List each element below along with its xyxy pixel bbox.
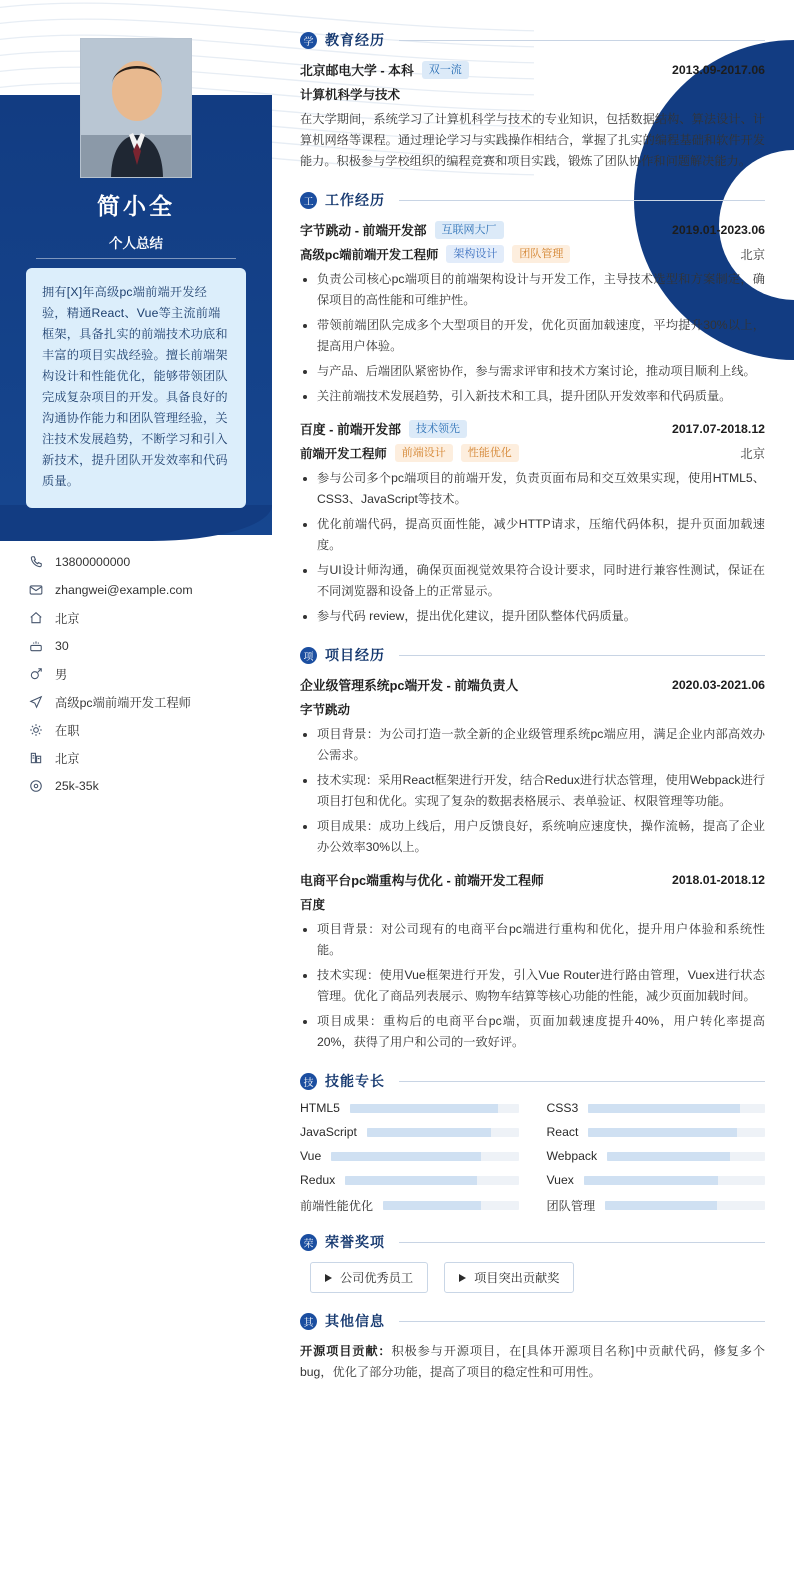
skill-bar-fill [605,1201,717,1210]
skill-label: Vue [300,1149,322,1163]
section-education [300,30,765,172]
home-icon [28,611,43,626]
section-divider [399,1242,765,1243]
list-item: • 参与代码 review，提出优化建议，提升团队整体代码质量。 [317,606,765,627]
city-icon [28,751,43,766]
section-title: 工作经历 [325,192,385,208]
skill-bar [331,1152,518,1161]
contact-value: 13800000000 [55,555,131,569]
list-item: • 项目成果：成功上线后，用户反馈良好，系统响应速度快，操作流畅，提高了企业办公效率30%以上。 [317,816,765,858]
skill-item [300,1101,519,1115]
section-title: 荣誉奖项 [325,1234,385,1250]
project-company: 百度 [300,898,326,912]
honor-item [310,1262,428,1293]
section-header [300,30,765,50]
main-content [300,30,765,1401]
company-name: 百度 - 前端开发部 [300,422,401,437]
phone-icon [28,555,43,570]
list-item: • 与UI设计师沟通，确保页面视觉效果符合设计要求，同时进行兼容性测试，保证在不同浏览器和设备上的正常显示。 [317,560,765,602]
project-company: 字节跳动 [300,703,351,717]
other-icon: 其 [300,1313,317,1330]
contact-city [28,744,258,772]
section-header [300,1071,765,1091]
role-tag: 性能优化 [461,444,519,462]
skill-bar-fill [383,1201,480,1210]
project-bullets [300,919,765,1053]
contact-status [28,716,258,744]
summary-divider [36,258,236,259]
skill-bar-fill [588,1104,740,1113]
role-tag: 团队管理 [512,245,570,263]
skill-label: CSS3 [546,1101,579,1115]
work-date: 2019.01-2023.06 [672,222,765,237]
project-entry [300,675,765,858]
contact-value: 北京 [55,612,80,626]
skill-label: Vuex [546,1173,574,1187]
sidebar-curve [0,505,272,541]
entry-row [300,870,765,889]
entry-row-left [300,245,570,263]
skill-item [547,1173,766,1187]
contact-age [28,632,258,660]
contact-value: zhangwei@example.com [55,583,193,597]
status-icon [28,723,43,738]
education-description: 在大学期间，系统学习了计算机科学与技术的专业知识，包括数据结构、算法设计、计算机网络等课程。通过理论学习与实践操作相结合，掌握了扎实的编程基础和软件开发能力。积极参与学校组织的编程竞赛和项目实践，锻炼了团队协作和问题解决能力。 [300,112,765,168]
school-tag: 双一流 [422,61,469,79]
skill-item [300,1125,519,1139]
skill-bar [350,1104,519,1113]
list-item: • 项目成果：重构后的电商平台pc端，页面加载速度提升40%，用户转化率提高20%，获得了用户和公司的一致好评。 [317,1011,765,1053]
summary-title: 个人总结 [109,236,163,251]
skill-label: Redux [300,1173,336,1187]
section-header [300,645,765,665]
work-icon: 工 [300,192,317,209]
skill-item [300,1173,519,1187]
honor-label: 公司优秀员工 [340,1271,414,1285]
contact-gender [28,660,258,688]
project-name: 企业级管理系统pc端开发 - 前端负责人 [300,678,519,693]
entry-row [300,60,765,79]
avatar [80,38,192,178]
skill-label: React [546,1125,579,1139]
work-bullets [300,269,765,407]
entry-row [300,444,765,462]
section-work [300,190,765,627]
list-item: • 优化前端代码，提高页面性能，减少HTTP请求，压缩代码体积，提升页面加载速度。 [317,514,765,556]
section-divider [399,200,765,201]
section-title: 教育经历 [325,32,385,48]
skill-label: HTML5 [300,1101,340,1115]
project-name: 电商平台pc端重构与优化 - 前端开发工程师 [300,873,544,888]
school-name: 北京邮电大学 - 本科 [300,63,414,78]
section-divider [399,655,765,656]
skill-bar-fill [345,1176,477,1185]
honor-icon: 荣 [300,1234,317,1251]
skill-label: Webpack [546,1149,598,1163]
skills-grid [300,1101,765,1214]
work-location: 北京 [740,447,765,461]
skill-bar [345,1176,518,1185]
job-title: 前端开发工程师 [300,447,387,461]
list-item: • 与产品、后端团队紧密协作，参与需求评审和技术方案讨论，推动项目顺利上线。 [317,361,765,382]
gender-icon [28,667,43,682]
skill-label: 团队管理 [546,1199,596,1213]
section-title: 项目经历 [325,647,385,663]
contact-value: 男 [55,668,68,682]
section-header [300,1311,765,1331]
role-tag: 架构设计 [446,245,504,263]
other-label: 开源项目贡献： [300,1344,392,1358]
entry-row-left [300,419,467,438]
skill-bar-fill [584,1176,718,1185]
company-name: 字节跳动 - 前端开发部 [300,223,427,238]
entry-row-left [300,220,504,239]
section-other [300,1311,765,1383]
work-date: 2017.07-2018.12 [672,421,765,436]
list-item: • 项目背景：对公司现有的电商平台pc端进行重构和优化，提升用户体验和系统性能。 [317,919,765,961]
entry-row [300,220,765,239]
play-icon [325,1274,332,1282]
skill-bar-fill [588,1128,736,1137]
target-icon [28,695,43,710]
work-entry [300,220,765,407]
company-tag: 技术领先 [409,420,467,438]
list-item: • 带领前端团队完成多个大型项目的开发，优化页面加载速度，平均提升30%以上，提高用户体验。 [317,315,765,357]
avatar-photo [81,39,192,178]
section-header [300,190,765,210]
skill-bar [607,1152,765,1161]
section-divider [399,1321,765,1322]
section-divider [399,1081,765,1082]
list-item: • 负责公司核心pc端项目的前端架构设计与开发工作，主导技术选型和方案制定，确保项目的高性能和可维护性。 [317,269,765,311]
skill-icon: 技 [300,1073,317,1090]
play-icon [459,1274,466,1282]
list-item: • 关注前端技术发展趋势，引入新技术和工具，提升团队开发效率和代码质量。 [317,386,765,407]
work-bullets [300,468,765,627]
section-honors [300,1232,765,1293]
entry-row [300,245,765,263]
skill-item [300,1149,519,1163]
project-date: 2020.03-2021.06 [672,677,765,692]
role-tag: 前端设计 [395,444,453,462]
skill-bar [588,1104,765,1113]
project-bullets [300,724,765,858]
contact-value: 北京 [55,752,80,766]
entry-row-left [300,60,469,79]
skill-bar-fill [350,1104,498,1113]
other-text: 积极参与开源项目，在[具体开源项目名称]中贡献代码，修复多个bug，优化了部分功能，提高了项目的稳定性和可用性。 [300,1344,765,1379]
education-date: 2013.09-2017.06 [672,62,765,77]
section-title: 技能专长 [325,1073,385,1089]
honor-label: 项目突出贡献奖 [474,1271,560,1285]
cake-icon [28,639,43,654]
section-header [300,1232,765,1252]
contact-value: 25k-35k [55,779,99,793]
section-title: 其他信息 [325,1313,385,1329]
education-major: 计算机科学与技术 [300,88,401,102]
skill-item [547,1197,766,1214]
entry-row [300,675,765,694]
skill-bar [588,1128,765,1137]
skill-bar [367,1128,519,1137]
skill-bar-fill [331,1152,481,1161]
work-location: 北京 [740,248,765,262]
contact-phone [28,548,258,576]
entry-row-left [300,444,519,462]
skill-bar [584,1176,765,1185]
skill-bar-fill [607,1152,730,1161]
list-item: • 参与公司多个pc端项目的前端开发，负责页面布局和交互效果实现，使用HTML5、CSS3、JavaScript等技术。 [317,468,765,510]
other-info-row [300,1341,765,1383]
education-icon: 学 [300,32,317,49]
list-item: • 技术实现：采用React框架进行开发，结合Redux进行状态管理，使用Webpack进行项目打包和优化。实现了复杂的数据表格展示、表单验证、权限管理等功能。 [317,770,765,812]
contact-target-job [28,688,258,716]
skill-label: 前端性能优化 [300,1199,374,1213]
section-skills [300,1071,765,1214]
project-entry [300,870,765,1053]
skill-label: JavaScript [300,1125,357,1139]
section-projects [300,645,765,1053]
section-divider [399,40,765,41]
skill-item [300,1197,519,1214]
skill-bar [383,1201,518,1210]
contact-value: 高级pc端前端开发工程师 [55,696,191,710]
contact-home [28,604,258,632]
project-date: 2018.01-2018.12 [672,872,765,887]
entry-row [300,419,765,438]
skill-item [547,1125,766,1139]
candidate-name: 简小全 [97,193,175,219]
honors-list [300,1262,765,1293]
list-item: • 项目背景：为公司打造一款全新的企业级管理系统pc端应用，满足企业内部高效办公需求。 [317,724,765,766]
contact-email [28,576,258,604]
job-title: 高级pc端前端开发工程师 [300,248,439,262]
skill-bar-fill [367,1128,491,1137]
contact-list [28,548,258,800]
contact-value: 在职 [55,724,80,738]
skill-item [547,1149,766,1163]
skill-item [547,1101,766,1115]
mail-icon [28,583,43,598]
salary-icon [28,779,43,794]
company-tag: 互联网大厂 [435,221,504,239]
summary-text: 拥有[X]年高级pc端前端开发经验，精通React、Vue等主流前端框架，具备扎实的前端技术功底和丰富的项目实战经验。擅长前端架构设计和性能优化，能够带领团队完成复杂项目的开发。具备良好的沟通协作能力和团队管理经验，关注技术发展趋势，不断学习和引入新技术，提升团队开发效率和代码质量。 [26,268,246,508]
work-entry [300,419,765,627]
education-entry [300,60,765,172]
contact-value: 30 [55,639,69,653]
list-item: • 技术实现：使用Vue框架进行开发，引入Vue Router进行路由管理，Vuex进行状态管理。优化了商品列表展示、购物车结算等核心功能的性能，减少页面加载时间。 [317,965,765,1007]
project-icon: 项 [300,647,317,664]
skill-bar [605,1201,765,1210]
honor-item [444,1262,574,1293]
contact-salary [28,772,258,800]
